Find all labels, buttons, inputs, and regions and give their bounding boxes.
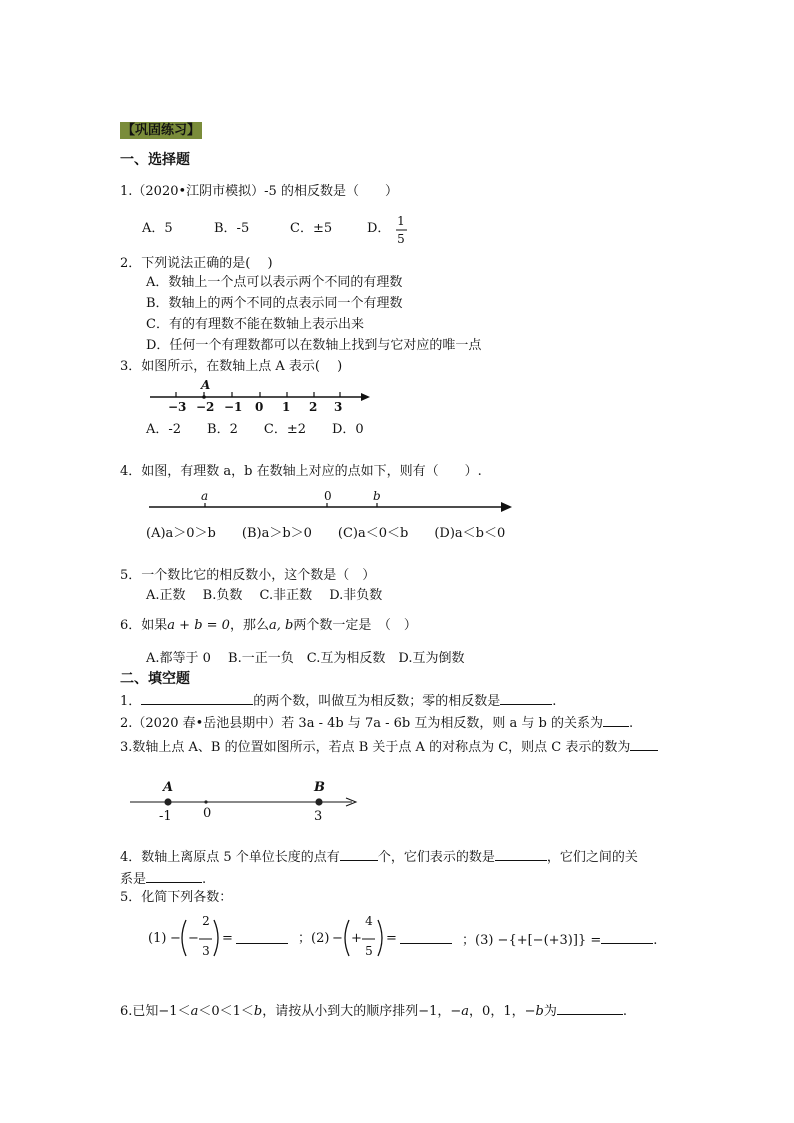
equals-sign: = bbox=[386, 931, 397, 946]
q2-option-d: D．任何一个有理数都可以在数轴上找到与它对应的唯一点 bbox=[146, 338, 482, 353]
fill-3: 3.数轴上点 A、B 的位置如图所示，若点 B 关于点 A 的对称点为 C，则点 C 表示的数为 bbox=[120, 738, 658, 756]
q2-option-c: C．有的有理数不能在数轴上表示出来 bbox=[146, 317, 364, 332]
f5-part1-numerator: 2 bbox=[202, 914, 210, 928]
q1-option-c: C．±5 bbox=[290, 221, 333, 236]
q4-label-zero: 0 bbox=[324, 489, 332, 503]
f5-part1-label: (1) bbox=[148, 931, 167, 946]
q3-tick-label: 2 bbox=[309, 400, 318, 414]
point-a-marker bbox=[164, 798, 171, 805]
q4-label-a: a bbox=[201, 489, 209, 503]
q1-option-a: A．5 bbox=[142, 221, 173, 236]
q3-point-label: A bbox=[201, 378, 211, 392]
fill-5-part3: ；(3) −{+[−(+3)]} = . bbox=[462, 933, 658, 948]
axis-arrow bbox=[501, 502, 512, 512]
f5-part2-numerator: 4 bbox=[365, 914, 373, 928]
q2-option-b: B．数轴上的两个不同的点表示同一个有理数 bbox=[146, 296, 403, 311]
fill-6: 6.已知−1＜a＜0＜1＜b，请按从小到大的顺序排列−1，−a，0，1，−b为 . bbox=[120, 1004, 627, 1019]
right-paren bbox=[214, 920, 218, 956]
point-b-marker bbox=[315, 798, 322, 805]
q2-option-a: A．数轴上一个点可以表示两个不同的有理数 bbox=[146, 275, 403, 290]
equals-sign: = bbox=[222, 931, 233, 946]
q4-options: (A)a＞0＞b (B)a＞b＞0 (C)a＜0＜b (D)a＜b＜0 bbox=[146, 526, 506, 541]
axis-arrow bbox=[361, 393, 370, 401]
q3-tick-label: −2 bbox=[196, 400, 215, 414]
f3-value-b: 3 bbox=[314, 809, 323, 824]
q1-option-b: B．-5 bbox=[214, 221, 250, 236]
fill-1: 1． 的两个数，叫做互为相反数；零的相反数是 . bbox=[120, 694, 557, 709]
q1-option-d-numerator: 1 bbox=[397, 214, 405, 228]
q3-stem: 3．如图所示，在数轴上点 A 表示( ) bbox=[120, 359, 343, 374]
fill-2: 2.（2020 春•岳池县期中）若 3a - 4b 与 7a - 6b 互为相反数，则 a 与 b 的关系为 . bbox=[120, 716, 634, 731]
f5-part1-minus2: − bbox=[188, 931, 199, 946]
q6-stem: 6．如果a + b = 0，那么a, b两个数一定是 （ ） bbox=[120, 618, 417, 633]
right-paren bbox=[378, 920, 382, 956]
f5-part2-minus: − bbox=[332, 931, 343, 946]
q6-options: A.都等于 0 B.一正一负 C.互为相反数 D.互为倒数 bbox=[146, 651, 465, 666]
f5-part1-denominator: 3 bbox=[202, 944, 210, 958]
q3-tick-label: 0 bbox=[255, 400, 264, 414]
f3-value-zero: 0 bbox=[203, 806, 212, 821]
f5-part2-label: ；(2) bbox=[298, 931, 330, 946]
q1-stem: 1.（2020•江阴市模拟）-5 的相反数是（ ） bbox=[120, 184, 398, 199]
left-paren bbox=[345, 920, 349, 956]
q3-options: A．-2 B．2 C．±2 D．0 bbox=[146, 422, 364, 437]
point-a-marker bbox=[202, 395, 206, 399]
origin-marker bbox=[204, 800, 207, 803]
left-paren bbox=[182, 920, 186, 956]
f3-value-a: -1 bbox=[159, 809, 172, 824]
f5-part2-denominator: 5 bbox=[365, 944, 373, 958]
f5-part2-plus: + bbox=[351, 931, 362, 946]
q4-number-line bbox=[149, 502, 512, 512]
q4-stem: 4．如图，有理数 a，b 在数轴上对应的点如下，则有（ ）. bbox=[120, 464, 482, 479]
q2-stem: 2．下列说法正确的是( ) bbox=[120, 256, 273, 271]
fill-4-line1: 4．数轴上离原点 5 个单位长度的点有 个，它们表示的数是 ，它们之间的关 bbox=[120, 850, 638, 865]
part1-title: 一、选择题 bbox=[120, 152, 190, 168]
q3-tick-label: 3 bbox=[334, 400, 343, 414]
q5-stem: 5．一个数比它的相反数小，这个数是（ ） bbox=[120, 568, 376, 583]
q3-number-line bbox=[150, 392, 370, 401]
f3-label-a: A bbox=[163, 780, 174, 795]
section-tag: 【巩固练习】 bbox=[122, 123, 201, 138]
q3-tick-label: 1 bbox=[282, 400, 291, 414]
fill-4-line2: 系是 . bbox=[120, 872, 207, 887]
q4-label-b: b bbox=[373, 489, 381, 503]
part2-title: 二、填空题 bbox=[120, 671, 190, 687]
q1-option-d: D． bbox=[367, 221, 391, 236]
fill-5-stem: 5．化简下列各数： bbox=[120, 890, 233, 905]
q5-options: A.正数 B.负数 C.非正数 D.非负数 bbox=[146, 588, 383, 603]
f3-number-line bbox=[130, 798, 356, 806]
q1-option-d-denominator: 5 bbox=[397, 232, 405, 246]
q3-tick-label: −1 bbox=[224, 400, 243, 414]
f5-part1-minus: − bbox=[170, 931, 181, 946]
f3-label-b: B bbox=[314, 780, 325, 795]
q3-tick-label: −3 bbox=[168, 400, 187, 414]
